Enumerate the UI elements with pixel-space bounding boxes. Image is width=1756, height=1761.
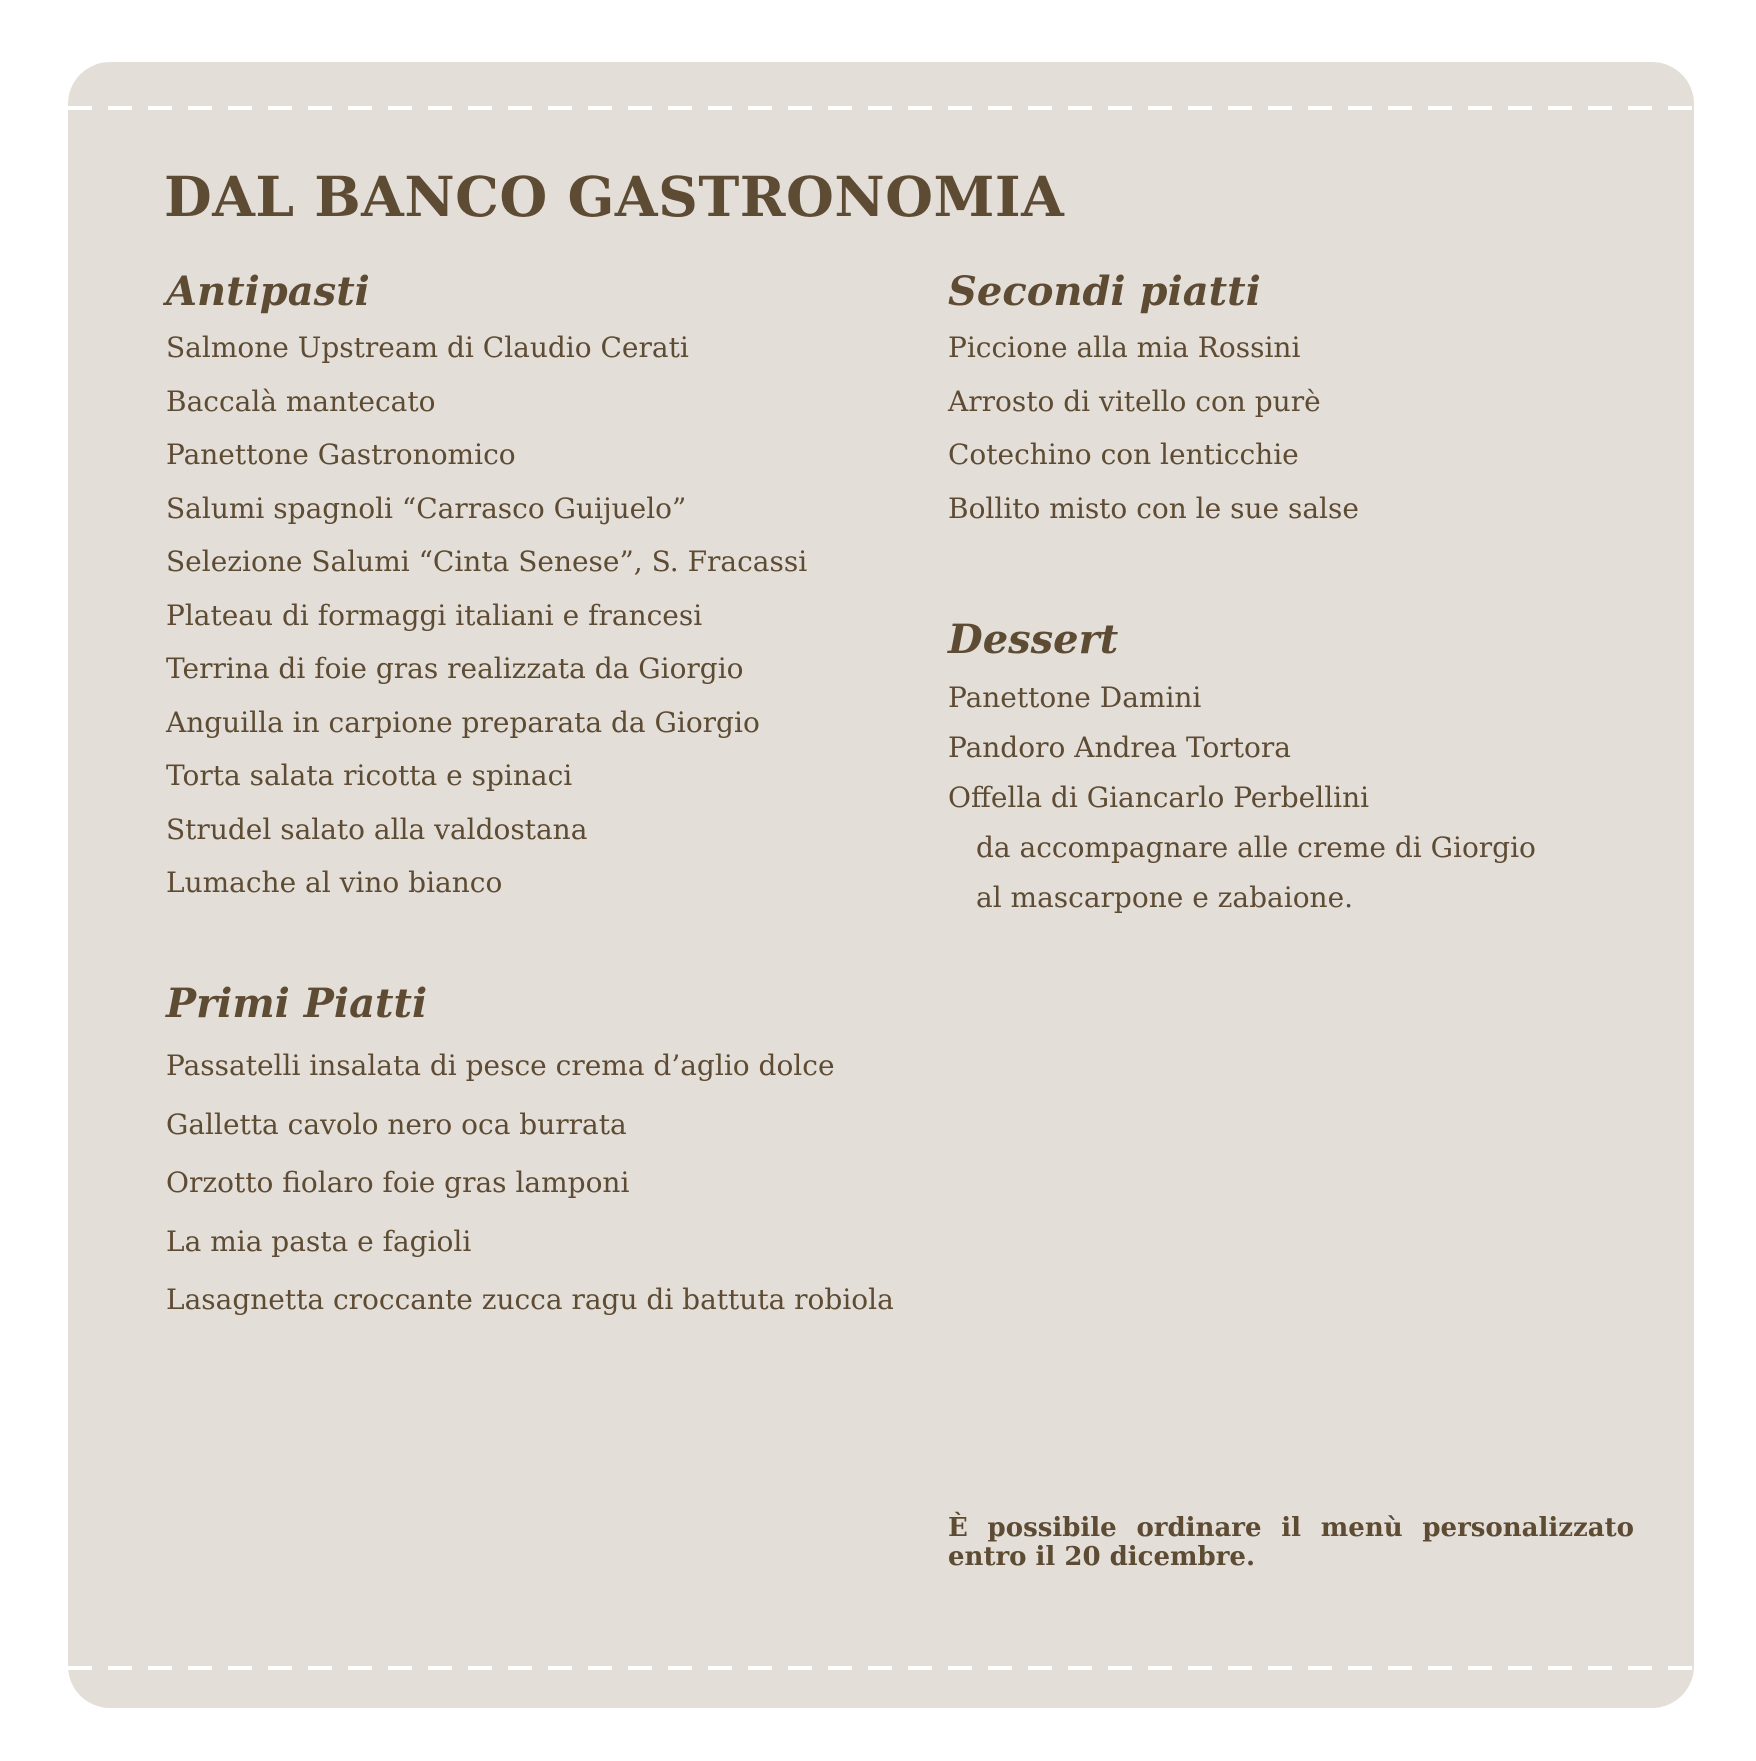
menu-item: Strudel salato alla valdostana [166,812,588,846]
menu-item: Terrina di foie gras realizzata da Giorgio [166,652,744,685]
order-note-line-2: entro il 20 dicembre. [948,1542,1255,1572]
section-heading-dessert: Dessert [948,616,1119,663]
menu-item: Torta salata ricotta e spinaci [166,759,573,792]
menu-item: Offella di Giancarlo Perbellini [948,781,1370,814]
menu-item: Plateau di formaggi italiani e francesi [166,598,703,632]
menu-card [68,62,1694,1708]
menu-item: Bollito misto con le sue salse [948,491,1359,525]
menu-item-note: da accompagnare alle creme di Giorgio [976,831,1536,864]
dessert-list [948,673,1536,923]
order-note-line-1: È possibile ordinare il menù personalizzato [948,1513,1634,1543]
menu-item: Cotechino con lenticchie [948,438,1299,471]
menu-item: Anguilla in carpione preparata da Giorgio [166,705,760,739]
antipasti-list [166,321,807,910]
order-deadline-note [948,1514,1634,1572]
menu-item: Piccione alla mia Rossini [948,331,1301,364]
menu-item: Orzotto fiolaro foie gras lamponi [166,1166,630,1199]
bottom-dashed-divider [68,1666,1694,1670]
primi-list [166,1037,894,1330]
section-heading-primi: Primi Piatti [166,980,428,1027]
menu-item: Arrosto di vitello con purè [948,384,1321,418]
menu-item: Selezione Salumi “Cinta Senese”, S. Fracassi [166,545,808,578]
section-primi [166,980,894,1330]
menu-item: Panettone Gastronomico [166,438,516,471]
top-dashed-divider [68,106,1694,110]
page-title: DAL BANCO GASTRONOMIA [164,164,1065,229]
menu-item: Pandoro Andrea Tortora [948,731,1291,764]
menu-item: Salumi spagnoli “Carrasco Guijuelo” [166,491,687,525]
menu-item-note: al mascarpone e zabaione. [976,881,1354,914]
menu-item: Lumache al vino bianco [166,866,503,899]
menu-item: Baccalà mantecato [166,384,436,418]
section-heading-antipasti: Antipasti [166,268,370,315]
section-dessert [948,616,1536,923]
section-heading-secondi: Secondi piatti [948,268,1261,315]
section-antipasti [166,268,807,910]
menu-item: Panettone Damini [948,681,1202,714]
menu-item: Salmone Upstream di Claudio Cerati [166,331,689,364]
secondi-list [948,321,1359,535]
menu-item: Passatelli insalata di pesce crema d’aglio dolce [166,1049,835,1082]
menu-item: Lasagnetta croccante zucca ragu di battuta robiola [166,1283,894,1316]
menu-item: Galletta cavolo nero oca burrata [166,1107,627,1141]
section-secondi [948,268,1359,535]
menu-item: La mia pasta e fagioli [166,1224,472,1258]
